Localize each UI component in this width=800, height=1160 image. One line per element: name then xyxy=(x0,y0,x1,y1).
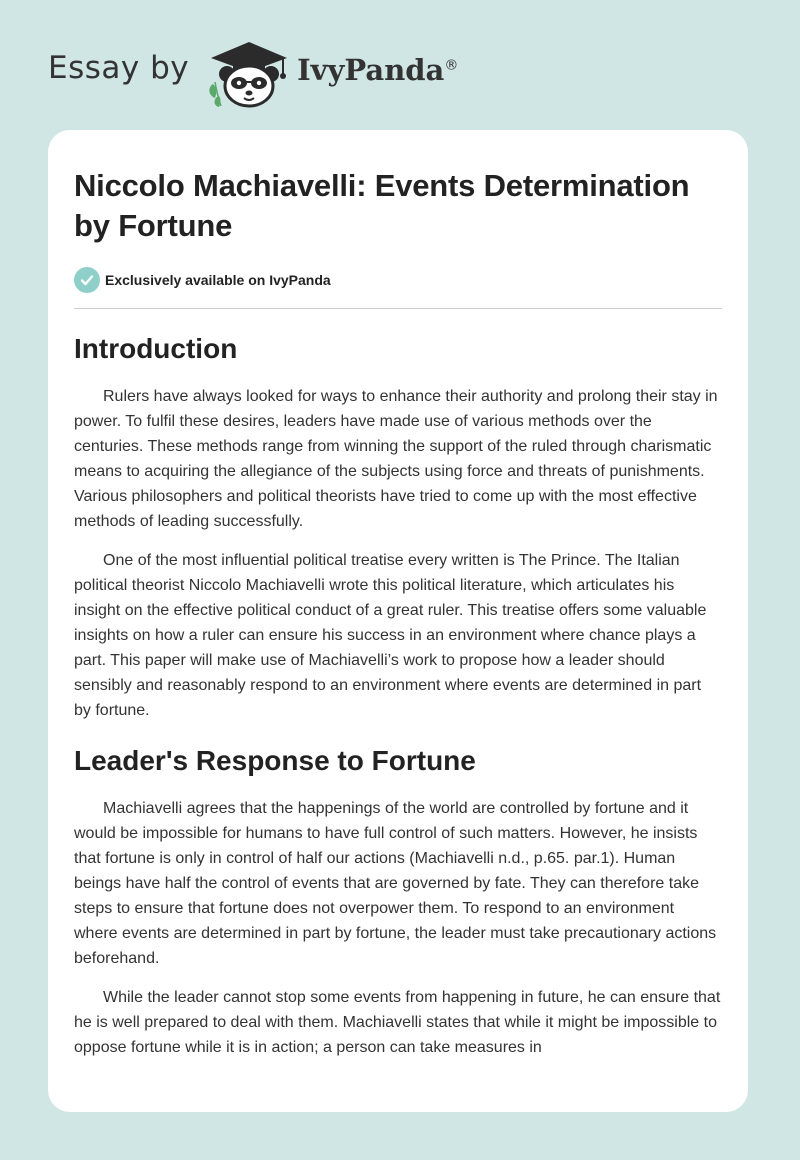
check-icon xyxy=(74,267,100,293)
panda-graduate-icon xyxy=(203,36,295,108)
section-heading-introduction: Introduction xyxy=(74,333,238,364)
essay-card xyxy=(48,130,748,1112)
paragraph: One of the most influential political treatise every written is The Prince. The Italian political theorist Niccolo Machiavelli wrote this political literature, which articulates his insight on the effective political conduct of a great ruler. This treatise offers some valuable insights on how a ruler can ensure his success in an environment where chance plays a part. This paper will make use of Machiavelli’s work to propose how a leader should sensibly and reasonably respond to an environment where events are determined in part by fortune. xyxy=(74,552,707,719)
exclusive-badge xyxy=(74,266,722,294)
title-divider xyxy=(74,308,722,309)
page-title: Niccolo Machiavelli: Events Determination by Fortune xyxy=(74,168,690,243)
essay-by-label: Essay by xyxy=(48,50,190,86)
paragraph: Rulers have always looked for ways to enhance their authority and prolong their stay in power. To fulfil these desires, leaders have made use of various methods over the centuries. These methods range from winning the support of the ruled through charismatic means to acquiring the allegiance of the subjects using force and threats of punishments. Various philosophers and political theorists have tried to come up with the most effective methods of leading successfully. xyxy=(74,388,718,530)
paragraph: Machiavelli agrees that the happenings of the world are controlled by fortune and it would be impossible for humans to have full control of such matters. However, he insists that fortune is only in control of half our actions (Machiavelli n.d., p.65. par.1). Human beings have half the control of events that are governed by fate. They can therefore take steps to ensure that fortune does not overpower them. To respond to an environment where events are determined in part by fortune, the leader must take precautionary actions beforehand. xyxy=(74,800,717,967)
paragraph: While the leader cannot stop some events from happening in future, he can ensure that he is well prepared to deal with them. Machiavelli states that while it might be impossible to oppose fortune while it is in action; a person can take measures in xyxy=(74,989,721,1056)
ivypanda-logo-text: IvyPanda® xyxy=(297,53,459,87)
registered-mark: ® xyxy=(444,57,459,74)
section-heading-leaders-response: Leader's Response to Fortune xyxy=(74,745,476,776)
exclusive-label: Exclusively available on IvyPanda xyxy=(105,272,331,288)
brand-header xyxy=(48,36,458,108)
